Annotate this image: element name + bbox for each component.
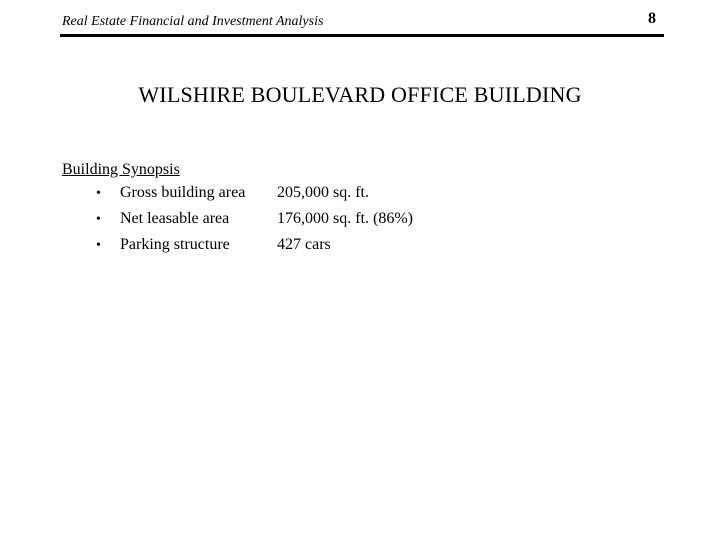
header-title: Real Estate Financial and Investment Analysis [62,14,324,29]
bullet-icon: • [96,186,101,201]
item-value: 205,000 sq. ft. [277,184,369,201]
synopsis-list [96,184,477,262]
slide-title: WILSHIRE BOULEVARD OFFICE BUILDING [138,82,582,107]
bullet-icon: • [96,238,101,253]
header-divider [60,34,664,37]
item-value: 427 cars [277,236,331,253]
item-label: Gross building area [120,184,246,201]
bullet-icon: • [96,212,101,227]
item-label: Net leasable area [120,210,230,227]
list-item [96,210,477,236]
list-item [96,184,477,210]
page-number: 8 [648,10,656,27]
list-item [96,236,477,262]
item-value: 176,000 sq. ft. (86%) [277,210,413,227]
section-heading: Building Synopsis [62,161,180,178]
item-label: Parking structure [120,236,230,253]
